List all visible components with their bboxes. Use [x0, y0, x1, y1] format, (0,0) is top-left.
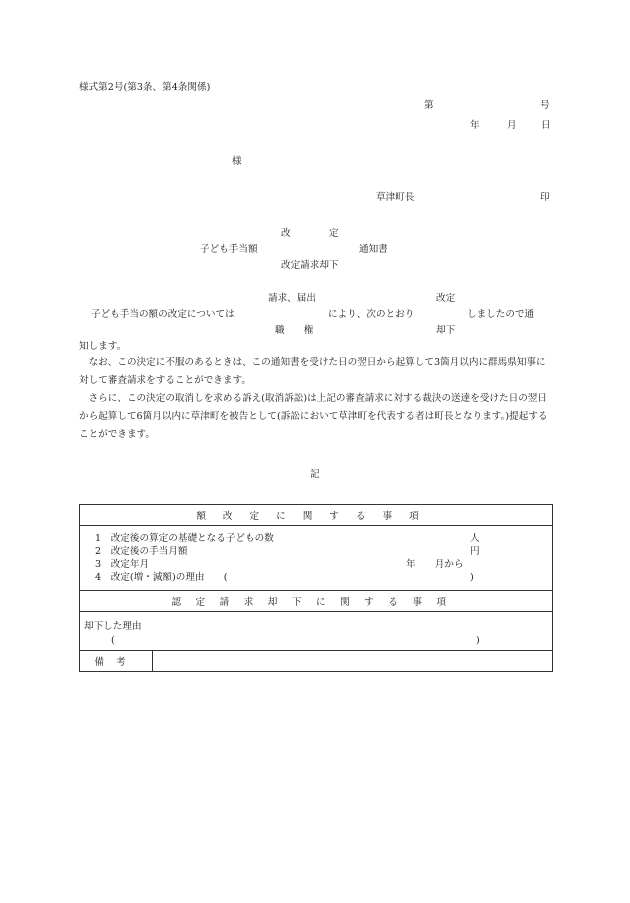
reject-reason-close: ) [476, 635, 480, 646]
remarks-label: 備考 [80, 651, 153, 672]
item-date [95, 558, 546, 571]
body-main-a: 子ども手当の額の改定については [91, 309, 235, 320]
form-number: 様式第2号(第3条、第4条関係) [79, 82, 211, 93]
item-reason-close: ) [470, 572, 474, 583]
reject-reason-open: ( [111, 635, 115, 646]
item-children-unit: 人 [470, 533, 480, 544]
item-date-label: 3 改定年月 [95, 559, 150, 570]
details-table [79, 504, 553, 672]
item-reason-label: 4 改定(増・減額)の理由 ( [95, 572, 228, 583]
date-month: 月 [507, 120, 517, 131]
section-amount-header: 額改定に関する事項 [80, 505, 553, 526]
lawsuit-notice-text: さらに、この決定の取消しを求める訴え(取消訴訟)は上記の審査請求に対する裁決の送達を受けた日の翌日から起算して6箇月以内に草津町を被告として(訴訟において草津町を代表する者は町長となります。)提起することができます。 [79, 393, 548, 440]
appeal-notice-text: なお、この決定に不服のあるときは、この通知書を受けた日の翌日から起算して3箇月以内に群馬県知事に対して審査請求をすることができます。 [79, 357, 546, 386]
title-bottom: 改定請求却下 [281, 260, 339, 271]
body-option-reject: 却下 [436, 325, 456, 336]
appeal-notice [79, 354, 555, 444]
body-continuation: 知します。 [79, 341, 127, 352]
date-day: 日 [541, 120, 551, 131]
date-year: 年 [470, 120, 480, 131]
addressee-suffix: 様 [232, 156, 242, 167]
amount-items [80, 526, 553, 591]
doc-number-suffix: 号 [540, 100, 550, 111]
body-option-top: 請求、届出 [268, 293, 316, 304]
item-reason [95, 571, 546, 584]
title-right: 通知書 [359, 244, 388, 255]
reject-reason-label: 却下した理由 [84, 621, 142, 632]
item-children [95, 532, 546, 545]
reject-reason-cell [80, 612, 553, 651]
body-main-c: しましたので通 [467, 309, 535, 320]
ki-heading: 記 [310, 469, 320, 480]
body-option-change: 改定 [436, 293, 456, 304]
item-monthly-unit: 円 [470, 546, 480, 557]
title-left: 子ども手当額 [200, 244, 258, 255]
body-main-b: により、次のとおり [328, 309, 415, 320]
item-monthly-label: 2 改定後の手当月額 [95, 546, 188, 557]
section-reject-header: 認定請求却下に関する事項 [80, 591, 553, 612]
item-date-unit: 年 月から [406, 559, 464, 570]
seal-mark: 印 [540, 192, 550, 203]
issuer-title: 草津町長 [376, 192, 415, 203]
body-option-authority: 職 権 [275, 325, 314, 336]
title-top: 改 定 [281, 228, 339, 239]
doc-number-prefix: 第 [424, 100, 434, 111]
remarks-field[interactable] [153, 651, 553, 672]
item-children-label: 1 改定後の算定の基礎となる子どもの数 [95, 533, 274, 544]
item-monthly [95, 545, 546, 558]
